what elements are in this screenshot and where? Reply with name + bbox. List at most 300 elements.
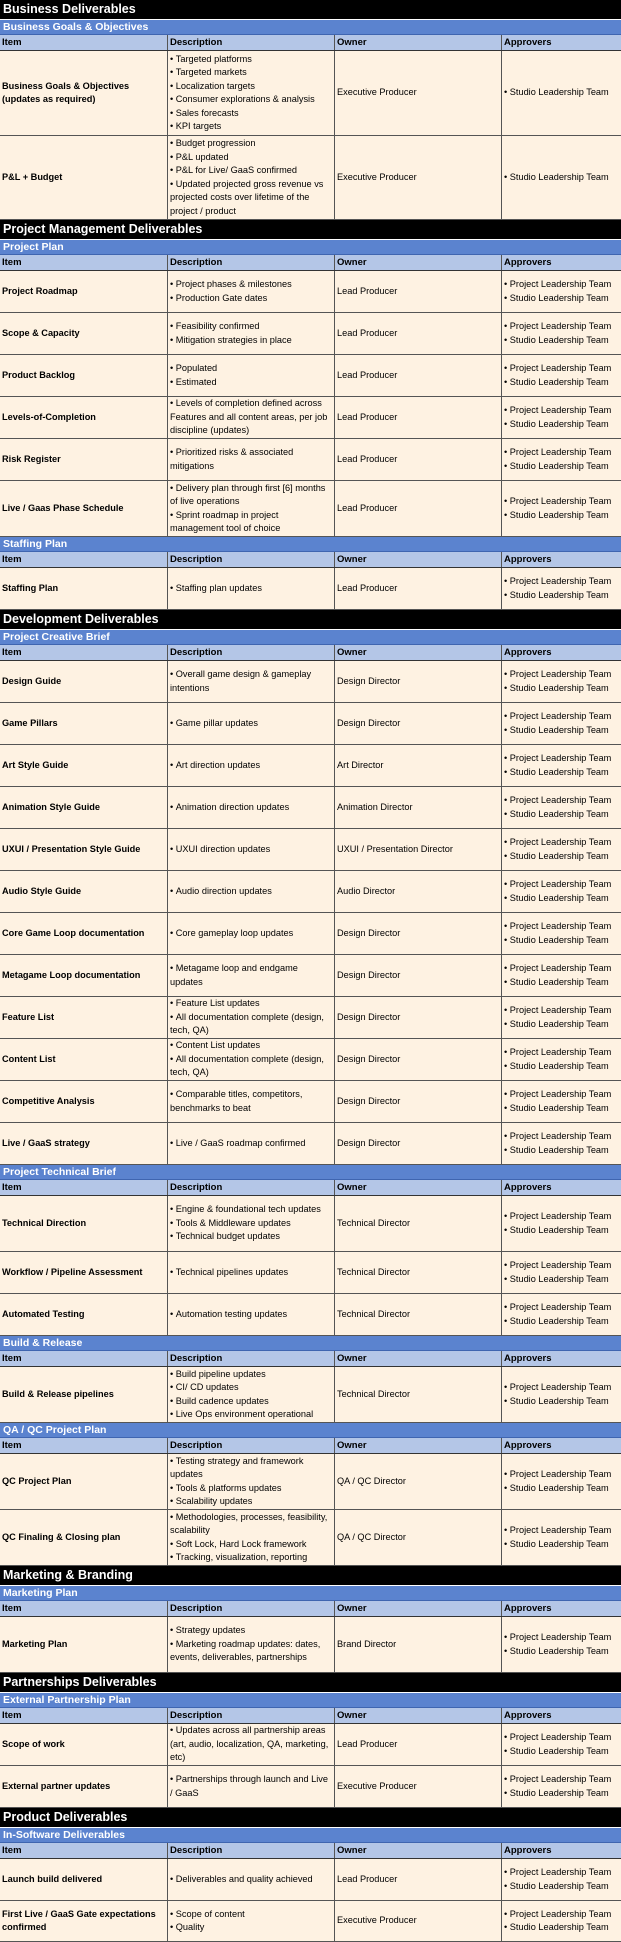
owner-cell: Lead Producer (335, 313, 502, 354)
description-bullet: • Localization targets (170, 80, 332, 94)
table-row (0, 439, 621, 481)
approver-bullet: • Project Leadership Team (504, 1866, 619, 1880)
column-header-description: Description (168, 1180, 335, 1195)
description-bullet: • Comparable titles, competitors, benchmarks to beat (170, 1088, 332, 1115)
column-header-approvers: Approvers (504, 554, 552, 565)
description-bullet: • Strategy updates (170, 1624, 332, 1638)
description-cell (168, 1901, 335, 1941)
approver-bullet: • Studio Leadership Team (504, 1745, 619, 1759)
description-cell (168, 1766, 335, 1807)
description-cell (168, 871, 335, 912)
table-row (0, 397, 621, 439)
owner-cell: QA / QC Director (335, 1510, 502, 1565)
approver-bullet: • Project Leadership Team (504, 1259, 619, 1273)
description-cell (168, 661, 335, 702)
description-bullet: • P&L updated (170, 151, 332, 165)
approver-bullet: • Project Leadership Team (504, 1301, 619, 1315)
description-cell (168, 1294, 335, 1335)
approver-bullet: • Project Leadership Team (504, 752, 619, 766)
table-row (0, 1617, 621, 1673)
description-cell (168, 1039, 335, 1080)
column-header-description: Description (168, 255, 335, 270)
table-row (0, 271, 621, 313)
column-header-description: Description (168, 552, 335, 567)
description-bullet: • Budget progression (170, 137, 332, 151)
description-bullet: • Delivery plan through first [6] months of live operations (170, 482, 332, 509)
owner-cell: Technical Director (335, 1367, 502, 1422)
description-bullet: • Scope of content (170, 1908, 332, 1922)
description-bullet: • P&L for Live/ GaaS confirmed (170, 164, 332, 178)
table-row (0, 703, 621, 745)
column-header-approvers: Approvers (504, 1440, 552, 1451)
table-row (0, 1724, 621, 1766)
section-header: Product Deliverables (0, 1808, 621, 1828)
description-cell (168, 745, 335, 786)
description-bullet: • Quality (170, 1921, 332, 1935)
column-header-owner: Owner (335, 1843, 502, 1858)
section-header: Marketing & Branding (0, 1566, 621, 1586)
description-bullet: • Sprint roadmap in project management tool of choice (170, 509, 332, 536)
approver-bullet: • Studio Leadership Team (504, 509, 619, 523)
approver-bullet: • Project Leadership Team (504, 668, 619, 682)
column-header-owner: Owner (335, 35, 502, 50)
description-cell (168, 1081, 335, 1122)
item-cell: First Live / GaaS Gate expectations confirmed (0, 1901, 168, 1941)
description-cell (168, 1859, 335, 1900)
owner-cell: Lead Producer (335, 568, 502, 609)
description-bullet: • Content List updates (170, 1039, 332, 1053)
approver-bullet: • Studio Leadership Team (504, 1144, 619, 1158)
column-header-approvers: Approvers (504, 37, 552, 48)
item-cell: Build & Release pipelines (0, 1367, 168, 1422)
approver-bullet: • Project Leadership Team (504, 1773, 619, 1787)
owner-cell: Technical Director (335, 1294, 502, 1335)
column-header-row (0, 645, 621, 661)
table-row (0, 1510, 621, 1566)
approver-bullet: • Project Leadership Team (504, 920, 619, 934)
owner-cell: Design Director (335, 913, 502, 954)
description-cell (168, 997, 335, 1038)
owner-cell: Design Director (335, 1081, 502, 1122)
owner-cell: Lead Producer (335, 355, 502, 396)
approver-bullet: • Studio Leadership Team (504, 1224, 619, 1238)
approvers-cell (502, 355, 621, 396)
approvers-cell (502, 1766, 621, 1807)
approver-bullet: • Studio Leadership Team (504, 376, 619, 390)
table-row (0, 1454, 621, 1510)
description-bullet: • Soft Lock, Hard Lock framework (170, 1538, 332, 1552)
approver-bullet: • Project Leadership Team (504, 278, 619, 292)
item-cell: Levels-of-Completion (0, 397, 168, 438)
item-cell: Metagame Loop documentation (0, 955, 168, 996)
approvers-cell (502, 481, 621, 536)
approver-bullet: • Studio Leadership Team (504, 292, 619, 306)
item-cell: Launch build delivered (0, 1859, 168, 1900)
column-header-item: Item (0, 552, 168, 567)
approver-bullet: • Studio Leadership Team (504, 850, 619, 864)
table-row (0, 1123, 621, 1165)
column-header-approvers: Approvers (504, 1353, 552, 1364)
section-header: Business Deliverables (0, 0, 621, 20)
approver-bullet: • Project Leadership Team (504, 1631, 619, 1645)
table-row (0, 1252, 621, 1294)
item-cell: Live / Gaas Phase Schedule (0, 481, 168, 536)
approvers-cell (502, 271, 621, 312)
section-header: Project Management Deliverables (0, 220, 621, 240)
section-header: Development Deliverables (0, 610, 621, 630)
approver-bullet: • Project Leadership Team (504, 320, 619, 334)
table-row (0, 1196, 621, 1252)
owner-cell: QA / QC Director (335, 1454, 502, 1509)
column-header-item: Item (0, 1708, 168, 1723)
owner-cell: Executive Producer (335, 1766, 502, 1807)
item-cell: Animation Style Guide (0, 787, 168, 828)
approver-bullet: • Project Leadership Team (504, 1381, 619, 1395)
approver-bullet: • Project Leadership Team (504, 1731, 619, 1745)
item-cell: Technical Direction (0, 1196, 168, 1251)
column-header-row (0, 1438, 621, 1454)
approvers-cell (502, 51, 621, 135)
item-cell: Core Game Loop documentation (0, 913, 168, 954)
description-bullet: • Prioritized risks & associated mitigations (170, 446, 332, 473)
approvers-cell (502, 136, 621, 219)
approver-bullet: • Studio Leadership Team (504, 334, 619, 348)
column-header-item: Item (0, 1438, 168, 1453)
approvers-cell (502, 1510, 621, 1565)
description-cell (168, 313, 335, 354)
approver-bullet: • Project Leadership Team (504, 878, 619, 892)
approvers-cell (502, 745, 621, 786)
group-header: Project Creative Brief (0, 630, 621, 645)
column-header-owner: Owner (335, 1438, 502, 1453)
table-row (0, 1901, 621, 1942)
description-bullet: • Targeted platforms (170, 53, 332, 67)
description-bullet: • Technical pipelines updates (170, 1266, 332, 1280)
description-bullet: • Live Ops environment operational (170, 1408, 332, 1422)
approver-bullet: • Project Leadership Team (504, 362, 619, 376)
approvers-cell (502, 1454, 621, 1509)
column-header-row (0, 1708, 621, 1724)
column-header-item: Item (0, 35, 168, 50)
approver-bullet: • Project Leadership Team (504, 794, 619, 808)
description-cell (168, 481, 335, 536)
description-cell (168, 439, 335, 480)
description-bullet: • Production Gate dates (170, 292, 332, 306)
group-header: External Partnership Plan (0, 1693, 621, 1708)
table-row (0, 1367, 621, 1423)
description-bullet: • Build pipeline updates (170, 1368, 332, 1382)
owner-cell: Executive Producer (335, 1901, 502, 1941)
column-header-row (0, 552, 621, 568)
item-cell: P&L + Budget (0, 136, 168, 219)
column-header-owner: Owner (335, 1708, 502, 1723)
description-bullet: • Estimated (170, 376, 332, 390)
column-header-owner: Owner (335, 1351, 502, 1366)
column-header-row (0, 255, 621, 271)
description-bullet: • Game pillar updates (170, 717, 332, 731)
column-header-description: Description (168, 645, 335, 660)
description-bullet: • Consumer explorations & analysis (170, 93, 332, 107)
column-header-owner: Owner (335, 645, 502, 660)
description-bullet: • Art direction updates (170, 759, 332, 773)
description-cell (168, 1724, 335, 1765)
approvers-cell (502, 871, 621, 912)
table-row (0, 1081, 621, 1123)
description-bullet: • KPI targets (170, 120, 332, 134)
owner-cell: Audio Director (335, 871, 502, 912)
owner-cell: Design Director (335, 1039, 502, 1080)
column-header-approvers: Approvers (504, 1845, 552, 1856)
description-bullet: • Methodologies, processes, feasibility, scalability (170, 1511, 332, 1538)
approver-bullet: • Project Leadership Team (504, 1046, 619, 1060)
description-bullet: • Overall game design & gameplay intentions (170, 668, 332, 695)
column-header-item: Item (0, 1351, 168, 1366)
owner-cell: Design Director (335, 997, 502, 1038)
description-bullet: • All documentation complete (design, tech, QA) (170, 1011, 332, 1038)
approver-bullet: • Project Leadership Team (504, 1088, 619, 1102)
description-cell (168, 1123, 335, 1164)
description-bullet: • Animation direction updates (170, 801, 332, 815)
approver-bullet: • Studio Leadership Team (504, 808, 619, 822)
item-cell: Feature List (0, 997, 168, 1038)
approver-bullet: • Studio Leadership Team (504, 1921, 619, 1935)
description-cell (168, 397, 335, 438)
column-header-owner: Owner (335, 1601, 502, 1616)
item-cell: Competitive Analysis (0, 1081, 168, 1122)
owner-cell: Design Director (335, 955, 502, 996)
column-header-item: Item (0, 255, 168, 270)
column-header-row (0, 1351, 621, 1367)
group-header: Project Technical Brief (0, 1165, 621, 1180)
description-cell (168, 355, 335, 396)
description-bullet: • Tools & Middleware updates (170, 1217, 332, 1231)
item-cell: Staffing Plan (0, 568, 168, 609)
item-cell: Scope of work (0, 1724, 168, 1765)
owner-cell: Design Director (335, 703, 502, 744)
approver-bullet: • Project Leadership Team (504, 1524, 619, 1538)
approver-bullet: • Project Leadership Team (504, 836, 619, 850)
approver-bullet: • Studio Leadership Team (504, 86, 619, 100)
table-row (0, 313, 621, 355)
description-bullet: • CI/ CD updates (170, 1381, 332, 1395)
description-bullet: • Deliverables and quality achieved (170, 1873, 332, 1887)
approver-bullet: • Project Leadership Team (504, 710, 619, 724)
item-cell: Product Backlog (0, 355, 168, 396)
approvers-cell (502, 661, 621, 702)
column-header-approvers: Approvers (504, 1182, 552, 1193)
item-cell: Art Style Guide (0, 745, 168, 786)
description-bullet: • Staffing plan updates (170, 582, 332, 596)
approver-bullet: • Studio Leadership Team (504, 1787, 619, 1801)
description-bullet: • Core gameplay loop updates (170, 927, 332, 941)
item-cell: Game Pillars (0, 703, 168, 744)
table-row (0, 955, 621, 997)
description-bullet: • Marketing roadmap updates: dates, events, deliverables, partnerships (170, 1638, 332, 1665)
item-cell: QC Project Plan (0, 1454, 168, 1509)
owner-cell: Art Director (335, 745, 502, 786)
owner-cell: Brand Director (335, 1617, 502, 1672)
owner-cell: Lead Producer (335, 397, 502, 438)
item-cell: QC Finaling & Closing plan (0, 1510, 168, 1565)
approver-bullet: • Studio Leadership Team (504, 1018, 619, 1032)
column-header-row (0, 35, 621, 51)
description-bullet: • Technical budget updates (170, 1230, 332, 1244)
approvers-cell (502, 1724, 621, 1765)
table-row (0, 787, 621, 829)
description-bullet: • Project phases & milestones (170, 278, 332, 292)
approver-bullet: • Studio Leadership Team (504, 724, 619, 738)
description-cell (168, 1617, 335, 1672)
owner-cell: Lead Producer (335, 271, 502, 312)
table-row (0, 661, 621, 703)
column-header-row (0, 1843, 621, 1859)
column-header-description: Description (168, 35, 335, 50)
owner-cell: Executive Producer (335, 136, 502, 219)
owner-cell: UXUI / Presentation Director (335, 829, 502, 870)
approver-bullet: • Studio Leadership Team (504, 1482, 619, 1496)
approvers-cell (502, 1252, 621, 1293)
approvers-cell (502, 568, 621, 609)
approvers-cell (502, 703, 621, 744)
description-bullet: • Mitigation strategies in place (170, 334, 332, 348)
approvers-cell (502, 1617, 621, 1672)
group-header: Project Plan (0, 240, 621, 255)
approver-bullet: • Studio Leadership Team (504, 1315, 619, 1329)
table-row (0, 136, 621, 220)
approvers-cell (502, 397, 621, 438)
column-header-item: Item (0, 645, 168, 660)
table-row (0, 1859, 621, 1901)
description-cell (168, 568, 335, 609)
owner-cell: Animation Director (335, 787, 502, 828)
approvers-cell (502, 1123, 621, 1164)
approvers-cell (502, 1039, 621, 1080)
group-header: Marketing Plan (0, 1586, 621, 1601)
column-header-item: Item (0, 1601, 168, 1616)
owner-cell: Lead Producer (335, 1724, 502, 1765)
approvers-cell (502, 1367, 621, 1422)
item-cell: Business Goals & Objectives (updates as required) (0, 51, 168, 135)
item-cell: Live / GaaS strategy (0, 1123, 168, 1164)
column-header-owner: Owner (335, 1180, 502, 1195)
column-header-approvers: Approvers (504, 257, 552, 268)
approver-bullet: • Project Leadership Team (504, 1130, 619, 1144)
approver-bullet: • Studio Leadership Team (504, 1538, 619, 1552)
table-row (0, 745, 621, 787)
table-row (0, 355, 621, 397)
owner-cell: Executive Producer (335, 51, 502, 135)
table-row (0, 1294, 621, 1336)
description-bullet: • Updates across all partnership areas (art, audio, localization, QA, marketing, etc) (170, 1724, 332, 1765)
description-bullet: • Live / GaaS roadmap confirmed (170, 1137, 332, 1151)
description-cell (168, 913, 335, 954)
approver-bullet: • Project Leadership Team (504, 446, 619, 460)
description-bullet: • Populated (170, 362, 332, 376)
group-header: Business Goals & Objectives (0, 20, 621, 35)
approver-bullet: • Studio Leadership Team (504, 1880, 619, 1894)
column-header-approvers: Approvers (504, 1603, 552, 1614)
description-bullet: • Partnerships through launch and Live / GaaS (170, 1773, 332, 1800)
item-cell: Design Guide (0, 661, 168, 702)
approvers-cell (502, 1901, 621, 1941)
column-header-item: Item (0, 1180, 168, 1195)
description-bullet: • Tracking, visualization, reporting (170, 1551, 332, 1565)
description-bullet: • Scalability updates (170, 1495, 332, 1509)
approvers-cell (502, 1859, 621, 1900)
owner-cell: Technical Director (335, 1196, 502, 1251)
approvers-cell (502, 1081, 621, 1122)
description-bullet: • All documentation complete (design, tech, QA) (170, 1053, 332, 1080)
item-cell: Content List (0, 1039, 168, 1080)
table-row (0, 1039, 621, 1081)
column-header-row (0, 1180, 621, 1196)
table-row (0, 1766, 621, 1808)
description-bullet: • Metagame loop and endgame updates (170, 962, 332, 989)
item-cell: External partner updates (0, 1766, 168, 1807)
column-header-description: Description (168, 1438, 335, 1453)
approver-bullet: • Studio Leadership Team (504, 934, 619, 948)
approver-bullet: • Project Leadership Team (504, 1908, 619, 1922)
description-bullet: • Sales forecasts (170, 107, 332, 121)
item-cell: Risk Register (0, 439, 168, 480)
description-cell (168, 829, 335, 870)
approver-bullet: • Studio Leadership Team (504, 1060, 619, 1074)
approvers-cell (502, 955, 621, 996)
table-row (0, 997, 621, 1039)
approvers-cell (502, 997, 621, 1038)
approver-bullet: • Studio Leadership Team (504, 892, 619, 906)
column-header-description: Description (168, 1601, 335, 1616)
approver-bullet: • Project Leadership Team (504, 962, 619, 976)
approver-bullet: • Project Leadership Team (504, 495, 619, 509)
table-row (0, 829, 621, 871)
column-header-approvers: Approvers (504, 1710, 552, 1721)
owner-cell: Lead Producer (335, 1859, 502, 1900)
table-row (0, 913, 621, 955)
approvers-cell (502, 1294, 621, 1335)
approver-bullet: • Studio Leadership Team (504, 1273, 619, 1287)
approvers-cell (502, 829, 621, 870)
owner-cell: Technical Director (335, 1252, 502, 1293)
description-cell (168, 1454, 335, 1509)
group-header: In-Software Deliverables (0, 1828, 621, 1843)
item-cell: Project Roadmap (0, 271, 168, 312)
table-row (0, 481, 621, 537)
approver-bullet: • Studio Leadership Team (504, 418, 619, 432)
description-bullet: • Feasibility confirmed (170, 320, 332, 334)
approvers-cell (502, 439, 621, 480)
column-header-description: Description (168, 1843, 335, 1858)
approvers-cell (502, 787, 621, 828)
approver-bullet: • Project Leadership Team (504, 404, 619, 418)
group-header: QA / QC Project Plan (0, 1423, 621, 1438)
description-cell (168, 955, 335, 996)
table-row (0, 568, 621, 610)
approvers-cell (502, 313, 621, 354)
approvers-cell (502, 1196, 621, 1251)
owner-cell: Design Director (335, 661, 502, 702)
item-cell: UXUI / Presentation Style Guide (0, 829, 168, 870)
approver-bullet: • Studio Leadership Team (504, 1102, 619, 1116)
description-bullet: • Engine & foundational tech updates (170, 1203, 332, 1217)
group-header: Build & Release (0, 1336, 621, 1351)
item-cell: Automated Testing (0, 1294, 168, 1335)
description-cell (168, 51, 335, 135)
description-bullet: • Levels of completion defined across Features and all content areas, per job discipline (updates) (170, 397, 332, 438)
description-bullet: • Automation testing updates (170, 1308, 332, 1322)
description-bullet: • Feature List updates (170, 997, 332, 1011)
approver-bullet: • Project Leadership Team (504, 1210, 619, 1224)
